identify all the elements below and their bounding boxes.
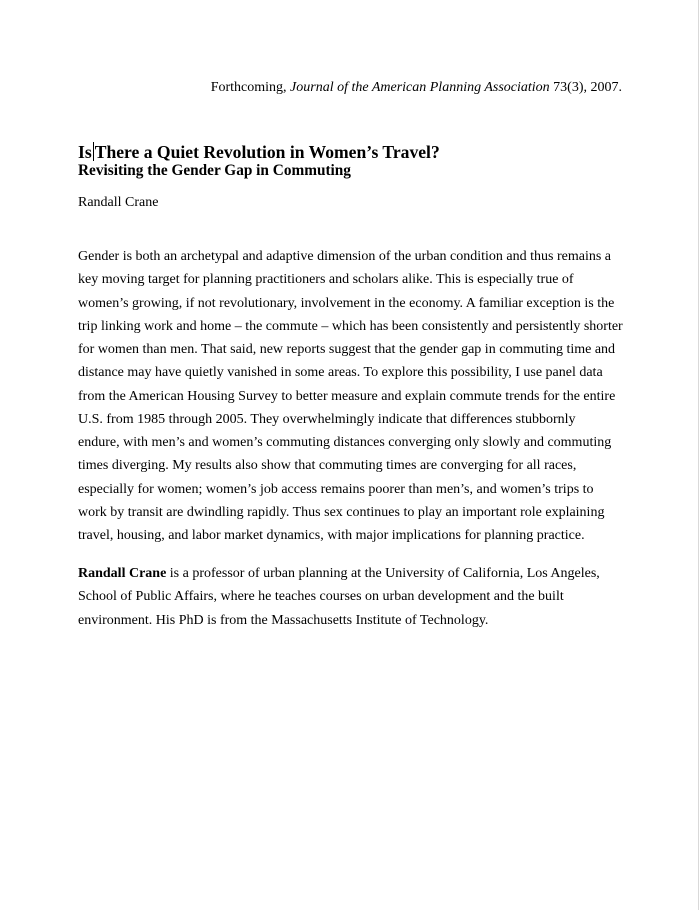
abstract-line: travel, housing, and labor market dynamics, with major implications for planning practice. [78,528,585,543]
paper-subtitle: Revisiting the Gender Gap in Commuting [78,162,351,179]
abstract-line: key moving target for planning practitioners and scholars alike. This is especially true of [78,272,574,288]
abstract-line: from the American Housing Survey to better measure and explain commute trends for the entire [78,388,616,404]
abstract-line: trip linking work and home – the commute – which has been consistently and persistently shorter [78,318,623,334]
journal-name: Journal of the American Planning Association [290,80,550,95]
title-part-2: There a Quiet Revolution in Women’s Travel? [94,142,440,162]
citation-prefix: Forthcoming, [210,80,287,95]
author-bio [78,562,625,632]
abstract-line: Gender is both an archetypal and adaptive dimension of the urban condition and thus remains a [78,249,612,264]
abstract-line: times diverging. My results also show that commuting times are converging for all races, [78,458,577,474]
bio-line [78,562,625,585]
abstract-line: endure, with men’s and women’s commuting distances converging only slowly and commuting [78,435,612,450]
abstract-line: distance may have quietly vanished in some areas. To explore this possibility, I use panel data [78,365,603,381]
text-cursor [93,142,94,161]
abstract-paragraph [78,245,625,547]
abstract-line: work by transit are dwindling rapidly. Thus sex continues to play an important role explaining [78,504,605,520]
bio-text: is a professor of urban planning at the University of California, Los Angeles, [166,566,600,581]
abstract-line: women’s growing, if not revolutionary, involvement in the economy. A familiar exception is the [78,295,615,311]
citation-suffix: 73(3), 2007. [553,80,622,95]
abstract-line: U.S. from 1985 through 2005. They overwhelmingly indicate that differences stubbornly [78,411,576,427]
abstract-line: especially for women; women’s job access remains poorer than men’s, and women’s trips to [78,481,594,497]
paper-title[interactable] [78,141,440,163]
bio-line: School of Public Affairs, where he teaches courses on urban development and the built [78,589,564,605]
citation-header [211,79,622,97]
bio-line: environment. His PhD is from the Massachusetts Institute of Technology. [78,612,489,628]
bio-author-name: Randall Crane [78,566,167,581]
author-name: Randall Crane [78,195,159,210]
title-part-1: Is [78,142,92,162]
abstract-line: for women than men. That said, new reports suggest that the gender gap in commuting time and [78,342,616,357]
